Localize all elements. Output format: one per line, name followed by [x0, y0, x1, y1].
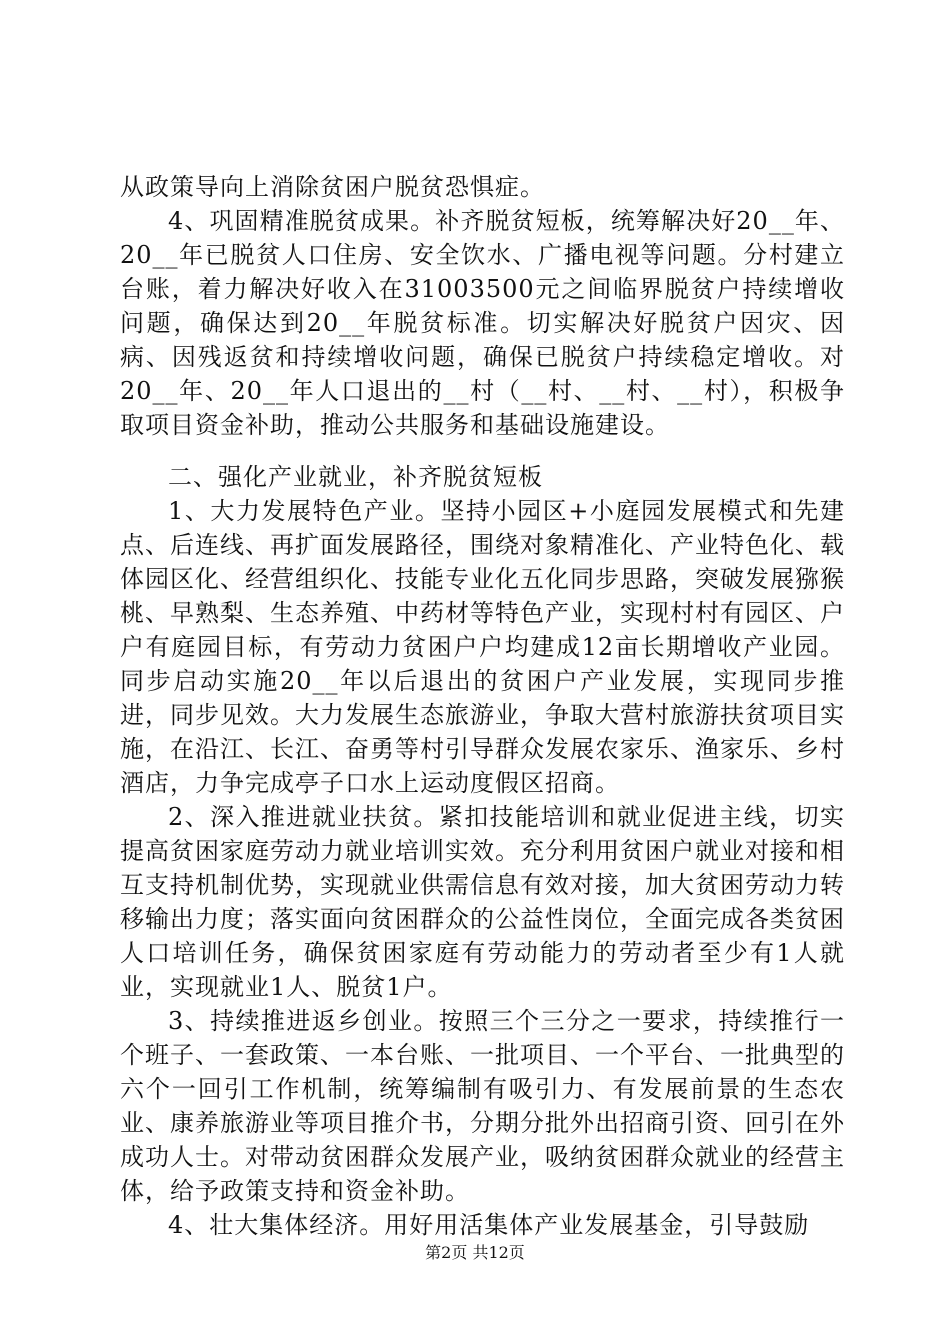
paragraph-industry: 1、大力发展特色产业。坚持小园区+小庭园发展模式和先建点、后连线、再扩面发展路径，围绕对象精准化、产业特色化、载体园区化、经营组织化、技能专业化五化同步思路，突破发展猕猴桃、早熟梨、生态养殖、中药材等特色产业，实现村村有园区、户户有庭园目标，有劳动力贫困户户均建成12亩长期增收产业园。同步启动实施20__年以后退出的贫困户产业发展，实现同步推进，同步见效。大力发展生态旅游业，争取大营村旅游扶贫项目实施，在沿江、长江、奋勇等村引导群众发展农家乐、渔家乐、乡村酒店，力争完成亭子口水上运动度假区招商。 — [120, 497, 845, 797]
paragraph-collective-economy: 4、壮大集体经济。用好用活集体产业发展基金，引导鼓励 — [168, 1211, 810, 1239]
paragraph-consolidate-results: 4、巩固精准脱贫成果。补齐脱贫短板，统筹解决好20__年、20__年已脱贫人口住房、安全饮水、广播电视等问题。分村建立台账，着力解决好收入在31003500元之间临界脱贫户持续增收问题，确保达到20__年脱贫标准。切实解决好脱贫户因灾、因病、因残返贫和持续增收问题，确保已脱贫户持续稳定增收。对20__年、20__年人口退出的__村（__村、__村、__村），积极争取项目资金补助，推动公共服务和基础设施建设。 — [120, 207, 845, 439]
section-heading: 二、强化产业就业，补齐脱贫短板 — [168, 463, 543, 491]
paragraph-return-entrepreneurship: 3、持续推进返乡创业。按照三个三分之一要求，持续推行一个班子、一套政策、一本台账、一批项目、一个平台、一批典型的六个一回引工作机制，统筹编制有吸引力、有发展前景的生态农业、康养旅游业等项目推介书，分期分批外出招商引资、回引在外成功人士。对带动贫困群众发展产业，吸纳贫困群众就业的经营主体，给予政策支持和资金补助。 — [120, 1007, 845, 1205]
paragraph-continuation: 从政策导向上消除贫困户脱贫恐惧症。 — [120, 173, 545, 201]
paragraph-employment: 2、深入推进就业扶贫。紧扣技能培训和就业促进主线，切实提高贫困家庭劳动力就业培训实效。充分利用贫困户就业对接和相互支持机制优势，实现就业供需信息有效对接，加大贫困劳动力转移输出力度；落实面向贫困群众的公益性岗位，全面完成各类贫困人口培训任务，确保贫困家庭有劳动能力的劳动者至少有1人就业，实现就业1人、脱贫1户。 — [120, 803, 845, 1001]
page-number-footer: 第2页 共12页 — [425, 1243, 525, 1262]
document-body — [120, 170, 845, 1242]
